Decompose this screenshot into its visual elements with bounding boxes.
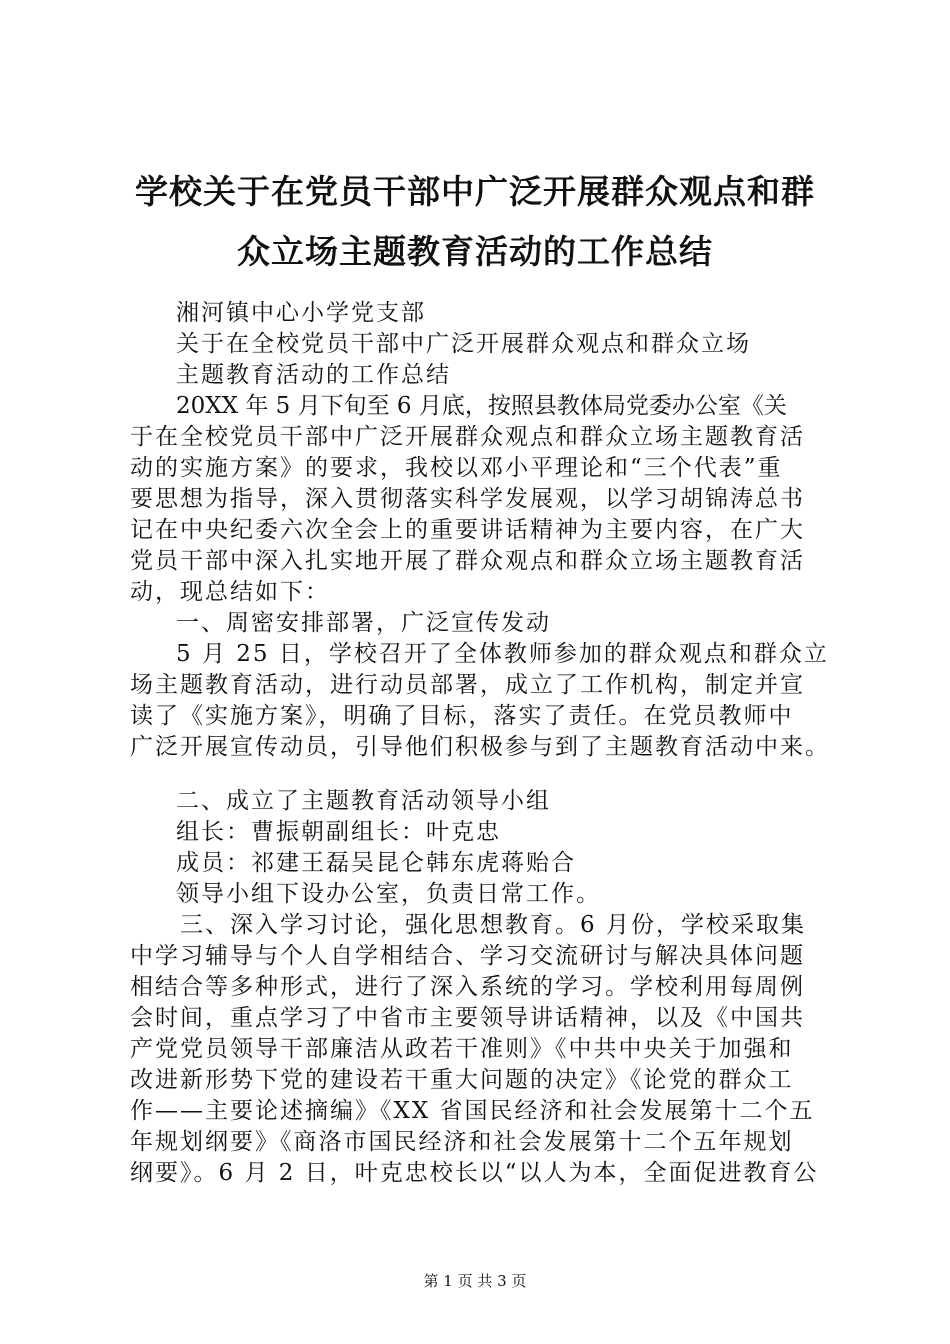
paragraph-line: 党员干部中深入扎实地开展了群众观点和群众立场主题教育活 — [130, 548, 805, 574]
paragraph-line: 广泛开展宣传动员，引导他们积极参与到了主题教育活动中来。 — [130, 734, 830, 760]
group-office: 领导小组下设办公室，负责日常工作。 — [176, 881, 601, 907]
section-heading-2: 二、成立了主题教育活动领导小组 — [176, 788, 551, 814]
subtitle-line-2: 主题教育活动的工作总结 — [176, 362, 451, 388]
organization-name: 湘河镇中心小学党支部 — [176, 300, 426, 326]
paragraph-line: 产党党员领导干部廉洁从政若干准则》《中共中央关于加强和 — [130, 1036, 794, 1062]
paragraph-line: 纲要》。6 月 2 日，叶克忠校长以“以人为本，全面促进教育公 — [130, 1160, 819, 1186]
subtitle-line-1: 关于在全校党员干部中广泛开展群众观点和群众立场 — [176, 331, 751, 357]
paragraph-line: 读了《实施方案》，明确了目标，落实了责任。在党员教师中 — [130, 703, 794, 729]
paragraph-line: 要思想为指导，深入贯彻落实科学发展观，以学习胡锦涛总书 — [130, 486, 805, 512]
paragraph-line: 记在中央纪委六次全会上的重要讲话精神为主要内容，在广大 — [130, 517, 805, 543]
paragraph-line: 改进新形势下党的建设若干重大问题的决定》《论党的群众工 — [130, 1067, 794, 1093]
paragraph-line: 三、深入学习讨论，强化思想教育。6 月份，学校采取集 — [180, 912, 806, 938]
paragraph-line: 动的实施方案》的要求，我校以邓小平理论和“三个代表”重 — [130, 455, 783, 481]
paragraph-line: 于在全校党员干部中广泛开展群众观点和群众立场主题教育活 — [130, 424, 805, 450]
paragraph-line: 作——主要论述摘编》《XX 省国民经济和社会发展第十二个五 — [130, 1098, 815, 1124]
paragraph-line: 20XX 年 5 月下旬至 6 月底，按照县教体局党委办公室《关 — [176, 393, 787, 419]
document-title — [100, 162, 850, 282]
group-leaders: 组长：曹振朝副组长：叶克忠 — [176, 819, 501, 845]
document-body — [130, 298, 830, 1189]
paragraph-line: 5 月 25 日，学校召开了全体教师参加的群众观点和群众立 — [176, 641, 829, 667]
paragraph-line: 场主题教育活动，进行动员部署，成立了工作机构，制定并宣 — [130, 672, 805, 698]
group-members: 成员：祁建王磊吴昆仑韩东虎蒋贻合 — [176, 850, 576, 876]
blank-line — [130, 763, 830, 786]
title-line-1: 学校关于在党员干部中广泛开展群众观点和群 — [135, 172, 815, 211]
page-number: 第 1 页 共 3 页 — [423, 1272, 527, 1290]
paragraph-line: 中学习辅导与个人自学相结合、学习交流研讨与解决具体问题 — [130, 943, 805, 969]
paragraph-line: 相结合等多种形式，进行了深入系统的学习。学校利用每周例 — [130, 974, 805, 1000]
title-line-2: 众立场主题教育活动的工作总结 — [237, 232, 713, 271]
section-heading-1: 一、周密安排部署，广泛宣传发动 — [176, 610, 551, 636]
paragraph-line: 动，现总结如下： — [130, 579, 330, 605]
paragraph-line: 年规划纲要》《商洛市国民经济和社会发展第十二个五年规划 — [130, 1129, 794, 1155]
paragraph-line: 会时间，重点学习了中省市主要领导讲话精神，以及《中国共 — [130, 1005, 805, 1031]
